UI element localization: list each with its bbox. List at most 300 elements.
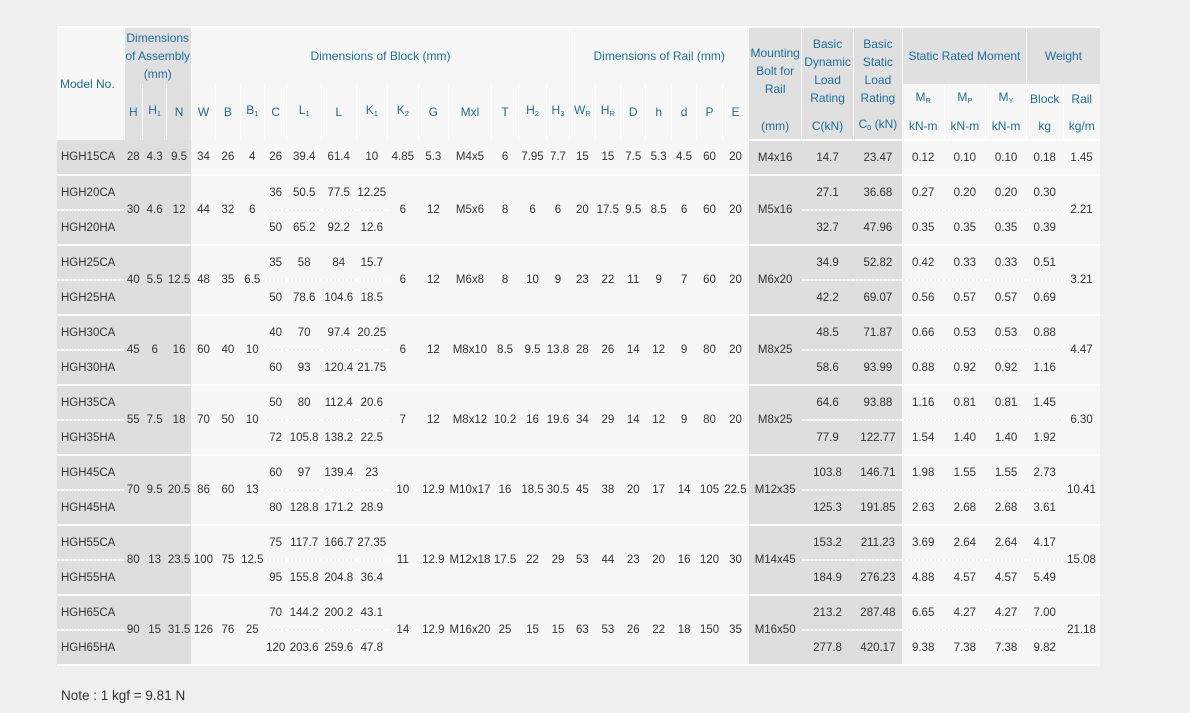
col-wr-header: $W_R$ [570, 84, 595, 140]
data-cell: 12 [418, 245, 449, 315]
data-cell: 7.5 [621, 140, 646, 175]
table-body [57, 140, 1100, 665]
data-cell: 10 [240, 385, 264, 455]
data-cell: 3.21 [1063, 245, 1100, 315]
data-cell: 80 [265, 490, 287, 525]
data-cell: 22 [595, 245, 620, 315]
data-cell: 58.6 [802, 350, 854, 385]
rail-unit-header: kg/m [1063, 113, 1100, 140]
data-cell: 0.81 [986, 385, 1027, 420]
data-cell: 61.4 [321, 140, 356, 175]
data-cell: 97.4 [321, 315, 356, 350]
model-cell: HGH20CA [57, 175, 124, 210]
data-cell: 60 [697, 245, 722, 315]
data-cell: 52.82 [853, 245, 902, 280]
data-cell: 0.35 [986, 210, 1027, 245]
col-k2-header: $K_2$ [388, 84, 419, 140]
data-cell: 45 [570, 455, 595, 525]
model-cell: HGH55HA [57, 560, 124, 595]
col-b1-header: $B_1$ [240, 84, 264, 140]
data-cell: 40 [265, 315, 287, 350]
data-cell: M6x20 [749, 245, 802, 315]
data-cell: 22.5 [356, 420, 388, 455]
data-cell: 15 [595, 140, 620, 175]
data-cell: 8 [491, 175, 518, 245]
model-cell: HGH20HA [57, 210, 124, 245]
data-cell: 0.81 [944, 385, 986, 420]
data-cell: 93 [287, 350, 322, 385]
data-cell: 97 [287, 455, 322, 490]
data-cell: 20 [722, 140, 748, 175]
data-cell: 146.71 [853, 455, 902, 490]
footnote: Note : 1 kgf = 9.81 N [61, 688, 186, 703]
data-cell: 29 [595, 385, 620, 455]
block-dimensions-header: Dimensions of Block (mm) [191, 27, 569, 84]
data-cell: 50 [265, 385, 287, 420]
data-cell: 0.56 [902, 280, 944, 315]
data-cell: 1.55 [944, 455, 986, 490]
col-l1-header: $L_1$ [287, 84, 322, 140]
data-cell: 4 [240, 140, 264, 175]
data-cell: 60 [191, 315, 215, 385]
data-cell: 9.82 [1026, 630, 1063, 665]
data-cell: 204.8 [321, 560, 356, 595]
data-cell: M4x16 [749, 140, 802, 175]
col-b-header: B [216, 84, 240, 140]
data-cell: M12x35 [749, 455, 802, 525]
data-cell: 95 [265, 560, 287, 595]
model-cell: HGH45CA [57, 455, 124, 490]
data-cell: 58 [287, 245, 322, 280]
data-cell: 11 [388, 525, 419, 595]
data-cell: 0.35 [902, 210, 944, 245]
col-g-header: G [418, 84, 449, 140]
data-cell: 42.2 [802, 280, 854, 315]
data-cell: 36 [265, 175, 287, 210]
data-cell: 7.38 [986, 630, 1027, 665]
data-cell: 53 [570, 525, 595, 595]
data-cell: 47.96 [853, 210, 902, 245]
data-cell: 10 [240, 315, 264, 385]
data-cell: 213.2 [802, 595, 854, 630]
data-cell: 30.5 [546, 455, 569, 525]
model-cell: HGH30HA [57, 350, 124, 385]
model-cell: HGH15CA [57, 140, 124, 175]
data-cell: 64.6 [802, 385, 854, 420]
data-cell: 18 [671, 595, 696, 665]
data-cell: 27.35 [356, 525, 388, 560]
data-cell: M10x17 [449, 455, 492, 525]
data-cell: 77.5 [321, 175, 356, 210]
data-cell: 34 [191, 140, 215, 175]
data-cell: 26 [621, 595, 646, 665]
data-cell: 6 [519, 175, 546, 245]
data-cell: 2.73 [1026, 455, 1063, 490]
col-c-header: C [265, 84, 287, 140]
data-cell: 28.9 [356, 490, 388, 525]
data-cell: 0.27 [902, 175, 944, 210]
weight-block-header: Block [1026, 84, 1063, 113]
data-cell: 211.23 [853, 525, 902, 560]
data-cell: 44 [191, 175, 215, 245]
data-cell: 53 [595, 595, 620, 665]
data-cell: 8.5 [646, 175, 671, 245]
bolt-unit-header: (mm) [749, 113, 802, 140]
data-cell: 0.51 [1026, 245, 1063, 280]
data-cell: 3.61 [1026, 490, 1063, 525]
data-cell: 139.4 [321, 455, 356, 490]
data-cell: 155.8 [287, 560, 322, 595]
data-cell: 35 [216, 245, 240, 315]
table-row [57, 175, 1100, 210]
col-h3-header: $H_3$ [546, 84, 569, 140]
table-row [57, 455, 1100, 490]
data-cell: 60 [216, 455, 240, 525]
data-cell: 40 [216, 315, 240, 385]
data-cell: 14.7 [802, 140, 854, 175]
data-cell: 76 [216, 595, 240, 665]
data-cell: 21.18 [1063, 595, 1100, 665]
col-mxl-header: Mxl [449, 84, 492, 140]
data-cell: 7.7 [546, 140, 569, 175]
data-cell: 20 [722, 245, 748, 315]
data-cell: 120 [697, 525, 722, 595]
data-cell: 8.5 [491, 315, 518, 385]
data-cell: 4.17 [1026, 525, 1063, 560]
table-row [57, 245, 1100, 280]
model-no-header: Model No. [57, 27, 124, 140]
data-cell: 71.87 [853, 315, 902, 350]
col-w-header: W [191, 84, 215, 140]
data-cell: 23 [570, 245, 595, 315]
data-cell: 7.00 [1026, 595, 1063, 630]
data-cell: 93.99 [853, 350, 902, 385]
data-cell: 80 [697, 385, 722, 455]
model-cell: HGH55CA [57, 525, 124, 560]
data-cell: 15.7 [356, 245, 388, 280]
data-cell: 12.6 [356, 210, 388, 245]
data-cell: 20.6 [356, 385, 388, 420]
data-cell: 44 [595, 525, 620, 595]
data-cell: 15 [570, 140, 595, 175]
data-cell: 16 [491, 455, 518, 525]
data-cell: 126 [191, 595, 215, 665]
data-cell: 0.88 [902, 350, 944, 385]
data-cell: 28 [570, 315, 595, 385]
col-e-header: E [722, 84, 748, 140]
col-n-header: N [167, 84, 191, 140]
data-cell: 10.41 [1063, 455, 1100, 525]
data-cell: 65.2 [287, 210, 322, 245]
data-cell: 122.77 [853, 420, 902, 455]
data-cell: 47.8 [356, 630, 388, 665]
rail-dimensions-header: Dimensions of Rail (mm) [570, 27, 749, 84]
data-cell: 144.2 [287, 595, 322, 630]
moment-mr-header: $M_R$ [902, 84, 944, 113]
mp-unit-header: kN-m [944, 113, 986, 140]
data-cell: 20.25 [356, 315, 388, 350]
block-unit-header: kg [1026, 113, 1063, 140]
dynamic-load-header: Basic Dynamic Load Rating [802, 27, 854, 113]
moment-my-header: $M_Y$ [986, 84, 1027, 113]
data-cell: 36.4 [356, 560, 388, 595]
data-cell: 0.88 [1026, 315, 1063, 350]
data-cell: 12 [646, 385, 671, 455]
data-cell: 12.5 [167, 245, 191, 315]
data-cell: 1.92 [1026, 420, 1063, 455]
data-cell: 11 [621, 245, 646, 315]
static-load-header: Basic Static Load Rating [853, 27, 902, 113]
data-cell: 4.85 [388, 140, 419, 175]
data-cell: 12.25 [356, 175, 388, 210]
data-cell: 0.53 [944, 315, 986, 350]
data-cell: 12.5 [240, 525, 264, 595]
data-cell: 6 [388, 315, 419, 385]
data-cell: 200.2 [321, 595, 356, 630]
data-cell: 25 [491, 595, 518, 665]
data-cell: 7.5 [142, 385, 166, 455]
data-cell: 34.9 [802, 245, 854, 280]
data-cell: 60 [697, 140, 722, 175]
data-cell: 21.75 [356, 350, 388, 385]
data-cell: 36.68 [853, 175, 902, 210]
col-l-header: L [321, 84, 356, 140]
data-cell: 7 [671, 245, 696, 315]
data-cell: 12.9 [418, 525, 449, 595]
data-cell: 1.45 [1026, 385, 1063, 420]
data-cell: 15 [142, 595, 166, 665]
data-cell: 72 [265, 420, 287, 455]
data-cell: 14 [388, 595, 419, 665]
col-t-header: T [491, 84, 518, 140]
data-cell: 10 [519, 245, 546, 315]
data-cell: 9 [671, 315, 696, 385]
data-cell: M5x6 [449, 175, 492, 245]
model-cell: HGH25HA [57, 280, 124, 315]
data-cell: 125.3 [802, 490, 854, 525]
data-cell: 5.3 [418, 140, 449, 175]
data-cell: 6.5 [240, 245, 264, 315]
data-cell: M8x25 [749, 385, 802, 455]
data-cell: 70 [124, 455, 142, 525]
data-cell: 22 [519, 525, 546, 595]
model-cell: HGH25CA [57, 245, 124, 280]
model-cell: HGH30CA [57, 315, 124, 350]
weight-rail-header: Rail [1063, 84, 1100, 113]
data-cell: 2.63 [902, 490, 944, 525]
data-cell: 0.20 [944, 175, 986, 210]
data-cell: 0.35 [944, 210, 986, 245]
data-cell: 1.54 [902, 420, 944, 455]
data-cell: M4x5 [449, 140, 492, 175]
data-cell: 0.20 [986, 175, 1027, 210]
data-cell: 29 [546, 525, 569, 595]
data-cell: 0.42 [902, 245, 944, 280]
data-cell: 43.1 [356, 595, 388, 630]
data-cell: 0.12 [902, 140, 944, 175]
data-cell: 1.98 [902, 455, 944, 490]
data-cell: 27.1 [802, 175, 854, 210]
data-cell: 23 [356, 455, 388, 490]
data-cell: 3.69 [902, 525, 944, 560]
data-cell: 4.57 [986, 560, 1027, 595]
data-cell: 70 [265, 595, 287, 630]
data-cell: 420.17 [853, 630, 902, 665]
data-cell: M8x25 [749, 315, 802, 385]
data-cell: 1.55 [986, 455, 1027, 490]
data-cell: 86 [191, 455, 215, 525]
data-cell: 5.5 [142, 245, 166, 315]
data-cell: 16 [671, 525, 696, 595]
data-cell: 30 [124, 175, 142, 245]
data-cell: 191.85 [853, 490, 902, 525]
data-cell: 4.3 [142, 140, 166, 175]
data-cell: 15 [519, 595, 546, 665]
model-cell: HGH65CA [57, 595, 124, 630]
data-cell: 203.6 [287, 630, 322, 665]
col-p-header: P [697, 84, 722, 140]
data-cell: 276.23 [853, 560, 902, 595]
data-cell: 150 [697, 595, 722, 665]
data-cell: 5.3 [646, 140, 671, 175]
data-cell: 20 [570, 175, 595, 245]
data-cell: 5.49 [1026, 560, 1063, 595]
data-cell: M12x18 [449, 525, 492, 595]
data-cell: 26 [595, 315, 620, 385]
data-cell: 26 [265, 140, 287, 175]
data-cell: 0.57 [944, 280, 986, 315]
model-cell: HGH65HA [57, 630, 124, 665]
data-cell: 50 [265, 210, 287, 245]
data-cell: M8x12 [449, 385, 492, 455]
static-moment-header: Static Rated Moment [902, 27, 1026, 84]
data-cell: 35 [265, 245, 287, 280]
data-cell: 34 [570, 385, 595, 455]
data-cell: 69.07 [853, 280, 902, 315]
data-cell: 1.45 [1063, 140, 1100, 175]
data-cell: 31.5 [167, 595, 191, 665]
data-cell: 0.92 [944, 350, 986, 385]
data-cell: 138.2 [321, 420, 356, 455]
data-cell: 171.2 [321, 490, 356, 525]
data-cell: 6.65 [902, 595, 944, 630]
data-cell: 184.9 [802, 560, 854, 595]
data-cell: 18.5 [519, 455, 546, 525]
data-cell: 70 [287, 315, 322, 350]
data-cell: 128.8 [287, 490, 322, 525]
data-cell: 17.5 [595, 175, 620, 245]
data-cell: 14 [671, 455, 696, 525]
data-cell: 10.2 [491, 385, 518, 455]
data-cell: 6.30 [1063, 385, 1100, 455]
data-cell: 14 [621, 315, 646, 385]
col-k1-header: $K_1$ [356, 84, 388, 140]
data-cell: 9.5 [142, 455, 166, 525]
data-cell: 1.40 [986, 420, 1027, 455]
data-cell: 19.6 [546, 385, 569, 455]
data-cell: 22.5 [722, 455, 748, 525]
col-h-lower-header: h [646, 84, 671, 140]
data-cell: 12 [418, 175, 449, 245]
data-cell: 80 [697, 315, 722, 385]
data-cell: 78.6 [287, 280, 322, 315]
data-cell: 75 [216, 525, 240, 595]
data-cell: 7.38 [944, 630, 986, 665]
data-cell: 0.10 [944, 140, 986, 175]
data-cell: 9.5 [519, 315, 546, 385]
data-cell: 104.6 [321, 280, 356, 315]
data-cell: 20 [722, 385, 748, 455]
data-cell: 39.4 [287, 140, 322, 175]
data-cell: 117.7 [287, 525, 322, 560]
dynamic-unit-header: C(kN) [802, 113, 854, 140]
data-cell: 0.53 [986, 315, 1027, 350]
data-cell: 6 [546, 175, 569, 245]
data-cell: 60 [265, 455, 287, 490]
data-cell: 1.16 [1026, 350, 1063, 385]
static-unit-header: $C_0$ (kN) [853, 113, 902, 140]
data-cell: 75 [265, 525, 287, 560]
data-cell: 9 [646, 245, 671, 315]
data-cell: 28 [124, 140, 142, 175]
data-cell: 120.4 [321, 350, 356, 385]
data-cell: 45 [124, 315, 142, 385]
data-cell: 12 [418, 315, 449, 385]
data-cell: 6 [240, 175, 264, 245]
data-cell: 100 [191, 525, 215, 595]
data-cell: 18.5 [356, 280, 388, 315]
data-cell: 10 [388, 455, 419, 525]
data-cell: 9.5 [167, 140, 191, 175]
data-cell: 166.7 [321, 525, 356, 560]
data-cell: 259.6 [321, 630, 356, 665]
data-cell: 84 [321, 245, 356, 280]
data-cell: 17 [646, 455, 671, 525]
data-cell: 90 [124, 595, 142, 665]
data-cell: 93.88 [853, 385, 902, 420]
data-cell: 9 [671, 385, 696, 455]
data-cell: 1.40 [944, 420, 986, 455]
data-cell: 7.95 [519, 140, 546, 175]
data-cell: 0.69 [1026, 280, 1063, 315]
data-cell: 50.5 [287, 175, 322, 210]
data-cell: 32.7 [802, 210, 854, 245]
assembly-dimensions-header: Dimensions of Assembly (mm) [124, 27, 191, 84]
data-cell: 80 [287, 385, 322, 420]
data-cell: 12.9 [418, 595, 449, 665]
data-cell: 18 [167, 385, 191, 455]
data-cell: 105 [697, 455, 722, 525]
col-h2-header: $H_2$ [519, 84, 546, 140]
data-cell: M8x10 [449, 315, 492, 385]
data-cell: 277.8 [802, 630, 854, 665]
data-cell: 92.2 [321, 210, 356, 245]
model-cell: HGH45HA [57, 490, 124, 525]
data-cell: 32 [216, 175, 240, 245]
data-cell: 6 [388, 245, 419, 315]
data-cell: M14x45 [749, 525, 802, 595]
table-row [57, 140, 1100, 175]
data-cell: 60 [265, 350, 287, 385]
data-cell: 0.33 [986, 245, 1027, 280]
col-d-upper-header: D [621, 84, 646, 140]
data-cell: 13 [240, 455, 264, 525]
data-cell: 12 [167, 175, 191, 245]
data-cell: 4.5 [671, 140, 696, 175]
data-cell: 0.10 [986, 140, 1027, 175]
data-cell: M6x8 [449, 245, 492, 315]
data-cell: 0.66 [902, 315, 944, 350]
